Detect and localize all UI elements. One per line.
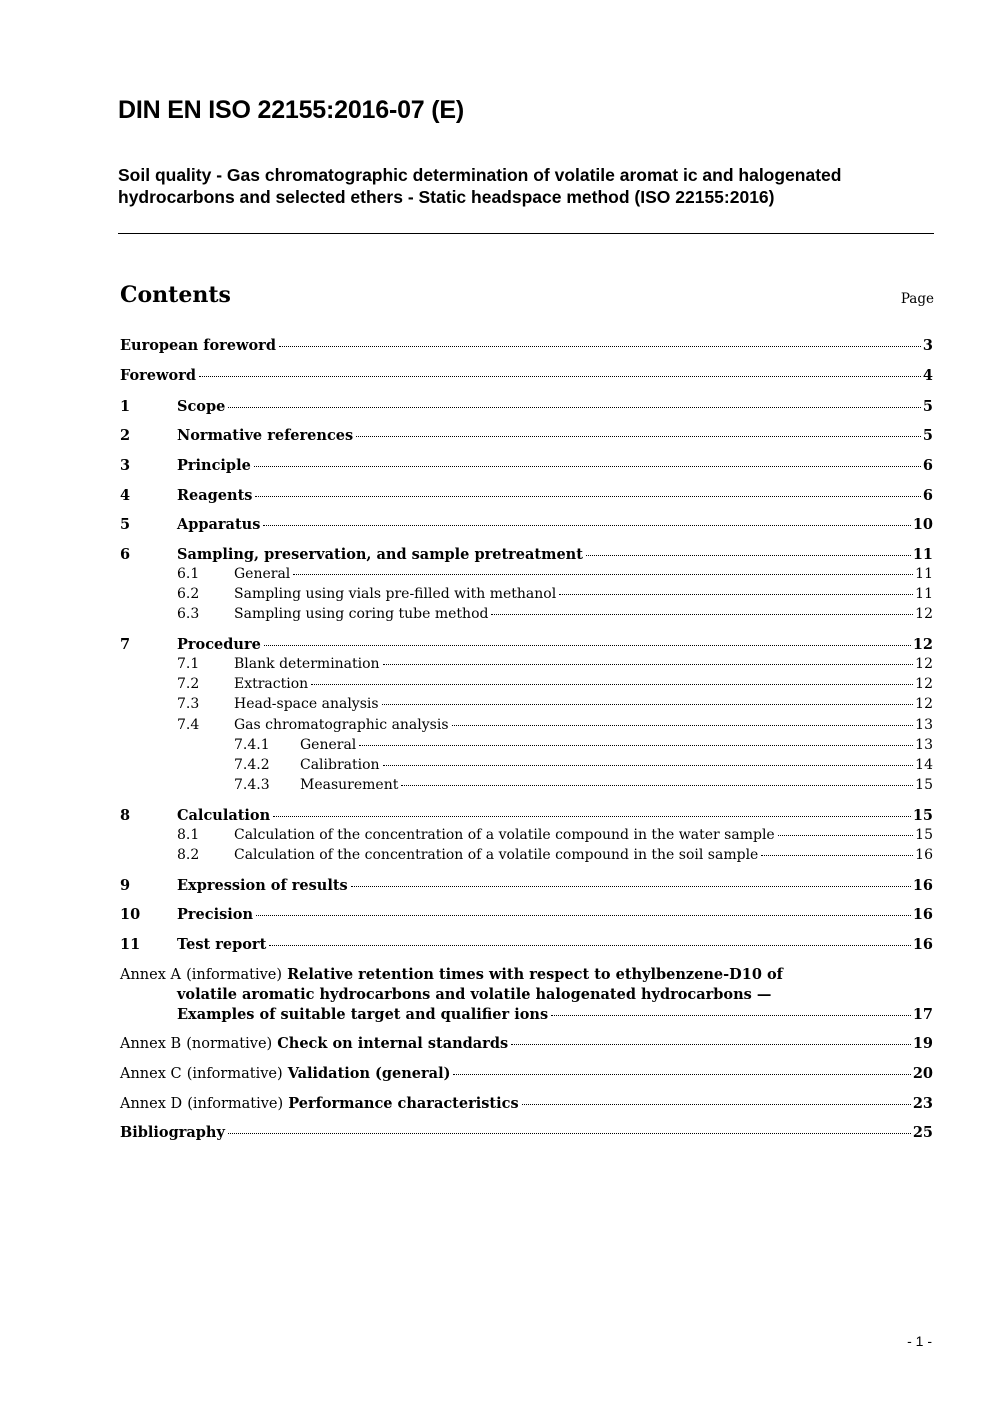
- toc-entry-page: 11: [915, 566, 933, 582]
- title-divider: [118, 233, 934, 234]
- toc-entry-title: Head-space analysis: [234, 696, 379, 712]
- toc-entry-page: 12: [915, 676, 933, 692]
- toc-entry-number: 6: [120, 546, 131, 563]
- toc-entry-annex-a-line1[interactable]: [120, 966, 783, 983]
- toc-entry-annex-a-line2[interactable]: [177, 986, 771, 1003]
- annex-kind: (informative): [187, 1096, 284, 1112]
- toc-entry-page: 23: [912, 1095, 933, 1112]
- annex-label: Annex A: [120, 967, 181, 983]
- annex-kind: (informative): [186, 967, 283, 983]
- toc-entry-title: Calculation of the concentration of a volatile compound in the soil sample: [234, 847, 759, 863]
- dot-leader: [356, 436, 921, 437]
- annex-title-line1: Relative retention times with respect to ethylbenzene-D10 of: [287, 966, 783, 983]
- dot-leader: [228, 407, 921, 408]
- toc-entry-number: 7.3: [177, 696, 200, 712]
- dot-leader: [273, 816, 911, 817]
- toc-entry-7-4[interactable]: [177, 717, 933, 737]
- annex-title-line3: Examples of suitable target and qualifier ions: [177, 1006, 549, 1023]
- toc-entry-6-1[interactable]: [177, 566, 933, 586]
- toc-entry-number: 4: [120, 487, 131, 504]
- toc-entry-page: 12: [912, 636, 933, 653]
- toc-entry-page: 6: [922, 487, 933, 504]
- toc-entry-page: 3: [922, 337, 933, 354]
- dot-leader: [551, 1015, 911, 1016]
- toc-entry-page: 11: [915, 586, 933, 602]
- annex-title: Validation (general): [287, 1065, 451, 1082]
- annex-label: Annex B: [120, 1036, 182, 1052]
- dot-leader: [293, 574, 913, 575]
- toc-entry-annex-a-line3[interactable]: [177, 1006, 933, 1026]
- toc-entry-number: 7: [120, 636, 131, 653]
- toc-entry-page: 19: [912, 1035, 933, 1052]
- dot-leader: [264, 645, 911, 646]
- dot-leader: [254, 466, 921, 467]
- toc-entry-precision[interactable]: [120, 906, 933, 926]
- dot-leader: [586, 555, 911, 556]
- toc-entry-bibliography[interactable]: [120, 1124, 933, 1144]
- toc-entry-title: General: [300, 737, 357, 753]
- dot-leader: [383, 664, 914, 665]
- dot-leader: [228, 1133, 911, 1134]
- toc-entry-european-foreword[interactable]: [120, 337, 933, 357]
- toc-entry-title: Extraction: [234, 676, 309, 692]
- toc-entry-page: 5: [922, 427, 933, 444]
- toc-entry-title: Scope: [177, 398, 226, 415]
- toc-entry-number: 3: [120, 457, 131, 474]
- annex-label: Annex C: [120, 1066, 182, 1082]
- toc-entry-title: Principle: [177, 457, 251, 474]
- dot-leader: [382, 704, 914, 705]
- toc-entry-7-4-2[interactable]: [234, 757, 933, 777]
- toc-entry-calculation[interactable]: [120, 807, 933, 827]
- dot-leader: [559, 594, 913, 595]
- toc-entry-8-1[interactable]: [177, 827, 933, 847]
- annex-title-line2: volatile aromatic hydrocarbons and volatile halogenated hydrocarbons —: [177, 986, 772, 1003]
- toc-entry-sampling[interactable]: [120, 546, 933, 566]
- toc-entry-page: 12: [915, 696, 933, 712]
- toc-entry-page: 25: [912, 1124, 933, 1141]
- toc-entry-page: 15: [912, 807, 933, 824]
- annex-title: Check on internal standards: [277, 1035, 509, 1052]
- dot-leader: [311, 684, 913, 685]
- toc-entry-title: [120, 1095, 519, 1112]
- toc-entry-number: 7.4: [177, 717, 200, 733]
- dot-leader: [199, 376, 921, 377]
- toc-entry-number: 7.4.3: [234, 777, 270, 793]
- toc-entry-annex-b[interactable]: [120, 1035, 933, 1055]
- toc-entry-6-2[interactable]: [177, 586, 933, 606]
- dot-leader: [452, 725, 914, 726]
- toc-entry-title: Calculation: [177, 807, 271, 824]
- toc-entry-7-4-1[interactable]: [234, 737, 933, 757]
- dot-leader: [269, 945, 911, 946]
- toc-entry-procedure[interactable]: [120, 636, 933, 656]
- toc-entry-page: 11: [912, 546, 933, 563]
- toc-entry-title: General: [234, 566, 291, 582]
- toc-entry-number: 7.2: [177, 676, 200, 692]
- toc-entry-number: 5: [120, 516, 131, 533]
- dot-leader: [511, 1044, 911, 1045]
- toc-entry-number: 6.2: [177, 586, 200, 602]
- toc-entry-6-3[interactable]: [177, 606, 933, 626]
- toc-entry-principle[interactable]: [120, 457, 933, 477]
- dot-leader: [351, 886, 911, 887]
- toc-entry-title: Reagents: [177, 487, 253, 504]
- toc-entry-title: Blank determination: [234, 656, 380, 672]
- toc-entry-normative-references[interactable]: [120, 427, 933, 447]
- footer-page-number: - 1 -: [907, 1333, 932, 1349]
- toc-entry-title: [120, 1035, 508, 1052]
- toc-entry-title: Calibration: [300, 757, 380, 773]
- toc-entry-title: Expression of results: [177, 877, 348, 894]
- toc-entry-title: Procedure: [177, 636, 261, 653]
- annex-title: Performance characteristics: [288, 1095, 519, 1112]
- toc-entry-title: Gas chromatographic analysis: [234, 717, 449, 733]
- document-id: DIN EN ISO 22155:2016-07 (E): [118, 96, 464, 124]
- toc-entry-8-2[interactable]: [177, 847, 933, 867]
- toc-entry-page: 5: [922, 398, 933, 415]
- toc-entry-annex-c[interactable]: [120, 1065, 933, 1085]
- toc-entry-number: 6.1: [177, 566, 200, 582]
- toc-entry-expression-of-results[interactable]: [120, 877, 933, 897]
- page-column-label: Page: [900, 291, 934, 307]
- toc-entry-test-report[interactable]: [120, 936, 933, 956]
- annex-kind: (informative): [186, 1066, 283, 1082]
- toc-entry-number: 8.1: [177, 827, 200, 843]
- toc-entry-title: Calculation of the concentration of a volatile compound in the water sample: [234, 827, 775, 843]
- toc-entry-title: [120, 1065, 450, 1082]
- toc-entry-7-3[interactable]: [177, 696, 933, 716]
- toc-entry-page: 16: [912, 877, 933, 894]
- toc-entry-page: 10: [912, 516, 933, 533]
- toc-entry-title: Sampling using vials pre-filled with methanol: [234, 586, 557, 602]
- toc-entry-title: Sampling using coring tube method: [234, 606, 489, 622]
- toc-entry-number: 8.2: [177, 847, 200, 863]
- dot-leader: [491, 614, 913, 615]
- toc-entry-7-2[interactable]: [177, 676, 933, 696]
- toc-entry-page: 15: [915, 827, 933, 843]
- toc-entry-page: 20: [912, 1065, 933, 1082]
- dot-leader: [761, 855, 913, 856]
- toc-entry-title: Measurement: [300, 777, 399, 793]
- toc-entry-7-1[interactable]: [177, 656, 933, 676]
- toc-entry-page: 6: [922, 457, 933, 474]
- toc-entry-page: 16: [915, 847, 933, 863]
- toc-entry-page: 16: [912, 906, 933, 923]
- toc-entry-foreword[interactable]: [120, 367, 933, 387]
- annex-kind: (normative): [186, 1036, 273, 1052]
- toc-entry-page: 12: [915, 606, 933, 622]
- toc-entry-number: 6.3: [177, 606, 200, 622]
- document-subtitle: Soil quality - Gas chromatographic determination of volatile aromat ic and halogenated hydrocarbons and selected ethers - Static headspace method (ISO 22155:2016): [118, 165, 842, 207]
- dot-leader: [383, 765, 914, 766]
- dot-leader: [263, 525, 910, 526]
- dot-leader: [522, 1104, 911, 1105]
- toc-entry-page: 17: [912, 1006, 933, 1023]
- toc-entry-number: 8: [120, 807, 131, 824]
- toc-entry-title: Sampling, preservation, and sample pretreatment: [177, 546, 583, 563]
- toc-entry-number: 10: [120, 906, 141, 923]
- toc-entry-page: 15: [915, 777, 933, 793]
- toc-entry-page: 13: [915, 717, 933, 733]
- contents-heading: Contents: [120, 282, 231, 308]
- toc-entry-title: Test report: [177, 936, 267, 953]
- toc-entry-reagents[interactable]: [120, 487, 933, 507]
- toc-entry-title: Bibliography: [120, 1124, 225, 1141]
- dot-leader: [778, 835, 913, 836]
- dot-leader: [359, 745, 913, 746]
- toc-entry-number: 7.4.2: [234, 757, 270, 773]
- toc-entry-page: 4: [922, 367, 933, 384]
- dot-leader: [255, 496, 920, 497]
- toc-entry-page: 13: [915, 737, 933, 753]
- toc-entry-title: Normative references: [177, 427, 354, 444]
- dot-leader: [401, 785, 913, 786]
- toc-entry-number: 7.1: [177, 656, 200, 672]
- dot-leader: [256, 915, 911, 916]
- dot-leader: [453, 1074, 910, 1075]
- toc-entry-title: Foreword: [120, 367, 196, 384]
- toc-entry-page: 14: [915, 757, 933, 773]
- dot-leader: [279, 346, 921, 347]
- toc-entry-7-4-3[interactable]: [234, 777, 933, 797]
- toc-entry-title: Precision: [177, 906, 253, 923]
- toc-entry-number: 1: [120, 398, 131, 415]
- toc-entry-page: 16: [912, 936, 933, 953]
- toc-entry-title: European foreword: [120, 337, 276, 354]
- toc-entry-number: 9: [120, 877, 131, 894]
- annex-label: Annex D: [120, 1096, 183, 1112]
- toc-entry-title: Apparatus: [177, 516, 261, 533]
- toc-entry-number: 11: [120, 936, 141, 953]
- toc-entry-number: 2: [120, 427, 131, 444]
- toc-entry-scope[interactable]: [120, 398, 933, 418]
- toc-entry-page: 12: [915, 656, 933, 672]
- toc-entry-number: 7.4.1: [234, 737, 270, 753]
- toc-entry-apparatus[interactable]: [120, 516, 933, 536]
- toc-entry-annex-d[interactable]: [120, 1095, 933, 1115]
